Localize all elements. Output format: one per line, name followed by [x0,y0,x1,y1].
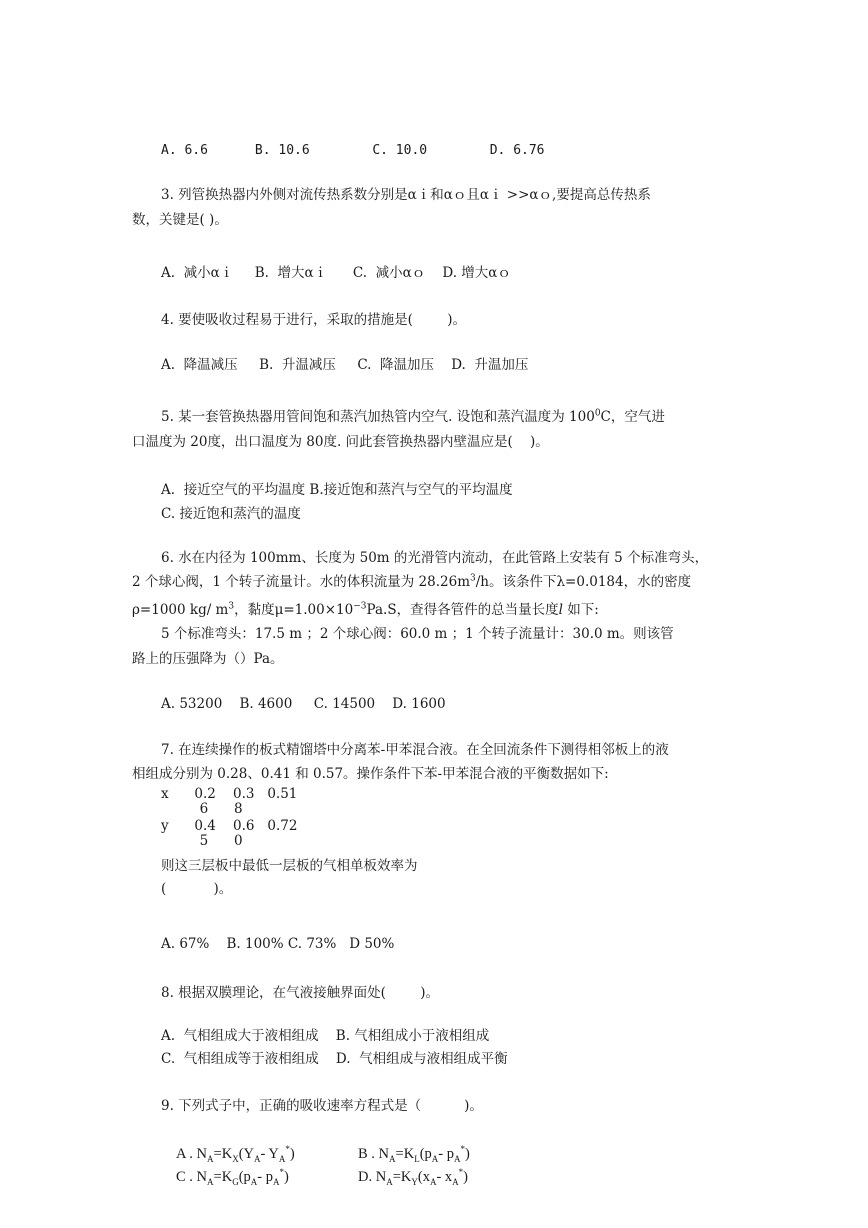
q9-d-part: =K [392,1169,412,1185]
q6-stem-line2-a: 2 个球心阀，1 个转子流量计。水的体积流量为 28.26m [132,574,471,590]
q6-stem-line3-a: ρ=1000 kg/ m [132,602,229,618]
q7-stem-line2: 相组成分别为 0.28、0.41 和 0.57。操作条件下苯-甲苯混合液的平衡数据如下: [132,766,609,782]
q6-stem-line1: 6. 水在内径为 100mm、长度为 50m 的光滑管内流动，在此管路上安装有 5 个标准弯头， [161,550,709,566]
q9-b-sub: L [414,1153,420,1164]
q9-stem: 9. 下列式子中，正确的吸收速率方程式是（ )。 [161,1098,483,1114]
q9-c-sub: G [232,1176,239,1187]
q6-stem-line4: 5 个标准弯头：17.5 m ；2 个球心阀：60.0 m ；1 个转子流量计：30.0 m。则该管 [161,626,674,642]
q9-b-sub: A [389,1153,396,1164]
q6-stem-line2 [132,573,691,591]
q9-d-sub: Y [411,1176,418,1187]
q9-c-part: - p [257,1169,273,1185]
q9-b-part: (p [419,1146,432,1162]
q6-stem-line3-c: Pa.S，查得各管件的总当量长度 [366,602,559,618]
q9-a-sub: X [232,1153,239,1164]
q9-formula-b [358,1145,470,1163]
q6-stem-line3 [132,601,599,619]
q3-options: A. 减小αｉ B. 增大αｉ C. 减小αｏ D. 增大αｏ [161,265,511,281]
q7-stem-line4: ( )。 [161,881,233,897]
q6-density-sup: 3 [228,601,235,612]
q5-stem-line1-a: 5. 某一套管换热器用管间饱和蒸汽加热管内空气. 设饱和蒸汽温度为 100 [161,409,595,425]
q2-options: A. 6.6 B. 10.6 C. 10.0 D. 6.76 [161,143,545,158]
q7-y-row-wrap: 5 0 [161,833,243,849]
q9-c-sub: A [250,1176,258,1187]
q9-d-part: - x [436,1169,453,1185]
q7-x-row: x 0.2 0.3 0.51 [161,786,298,802]
q4-options: A. 降温减压 B. 升温减压 C. 降温加压 D. 升温加压 [161,357,529,373]
q9-d-star: * [458,1167,464,1178]
q9-b-part: - p [438,1146,454,1162]
q9-c-sub: A [273,1176,280,1187]
q9-a-part: ) [289,1146,295,1162]
q3-stem-line1: 3. 列管换热器内外侧对流传热系数分别是αｉ和αｏ且αｉ >>αｏ,要提高总传热系 [161,187,651,203]
q9-c-part: =K [213,1169,233,1185]
q9-d-part: (x [417,1169,430,1185]
q7-stem-line1: 7. 在连续操作的板式精馏塔中分离苯-甲苯混合液。在全回流条件下测得相邻板上的液 [161,742,669,758]
q9-c-part: (p [238,1169,251,1185]
q9-b-sub: A [431,1153,439,1164]
q9-b-part: ) [465,1146,470,1162]
q6-stem-line2-b: /h。该条件下λ=0.0184，水的密度 [475,574,692,590]
q9-b-part: B . N [358,1146,390,1162]
q9-a-sub: A [278,1153,286,1164]
q4-stem: 4. 要使吸收过程易于进行，采取的措施是( )。 [161,312,467,328]
q7-y-row: y 0.4 0.6 0.72 [161,818,298,834]
q6-cubic-sup: 3 [470,573,476,584]
q9-a-part: A . N [176,1146,208,1162]
q6-options: A. 53200 B. 4600 C. 14500 D. 1600 [161,696,446,712]
q7-x-row-wrap: 6 8 [161,801,243,817]
q5-stem-line1 [161,408,665,426]
q5-option-c: C. 接近饱和蒸汽的温度 [161,506,301,522]
q9-b-part: =K [395,1146,415,1162]
q9-d-sub: A [386,1176,393,1187]
q8-option-ab: A. 气相组成大于液相组成 B. 气相组成小于液相组成 [161,1028,490,1044]
q9-formula-a [176,1145,295,1163]
q9-a-part: - Y [260,1146,279,1162]
q9-c-part: C . N [176,1169,208,1185]
q6-stem-line5: 路上的压强降为（）Pa。 [132,651,284,667]
q8-option-cd: C. 气相组成等于液相组成 D. 气相组成与液相组成平衡 [161,1051,508,1067]
q9-d-sub: A [429,1176,437,1187]
q5-stem-line2: 口温度为 20度，出口温度为 80度. 问此套管换热器内壁温应是( )。 [132,434,549,450]
q7-options: A. 67% B. 100% C. 73% D 50% [161,936,395,952]
q9-c-part: ) [284,1169,289,1185]
q5-stem-line1-b: C，空气进 [600,409,665,425]
q7-stem-line3: 则这三层板中最低一层板的气相单板效率为 [161,858,418,874]
q9-d-part: D. N [358,1169,387,1185]
q9-b-star: * [460,1144,465,1155]
q9-a-part: =K [213,1146,233,1162]
q9-formula-d [358,1168,468,1186]
q9-c-sub: A [207,1176,214,1187]
q9-b-sub: A [454,1153,461,1164]
q9-a-sub: A [254,1153,261,1164]
q3-stem-line2: 数，关键是( )。 [132,212,228,228]
q5-degree-sup: 0 [594,408,601,419]
q5-option-ab: A. 接近空气的平均温度 B.接近饱和蒸汽与空气的平均温度 [161,482,513,498]
q9-a-star: * [285,1144,290,1155]
q9-formula-c [176,1168,289,1186]
q6-length-symbol: l [558,602,563,618]
q9-d-sub: A [452,1176,459,1187]
q8-stem: 8. 根据双膜理论，在气液接触界面处( )。 [161,985,440,1001]
q6-viscosity-sup: −3 [353,601,367,612]
q6-stem-line3-d: 如下: [562,602,599,618]
q9-a-part: (Y [238,1146,254,1162]
q9-a-sub: A [207,1153,214,1164]
q9-c-star: * [279,1167,284,1178]
q9-d-part: ) [463,1169,469,1185]
q6-stem-line3-b: ，黏度μ=1.00×10 [234,602,354,618]
